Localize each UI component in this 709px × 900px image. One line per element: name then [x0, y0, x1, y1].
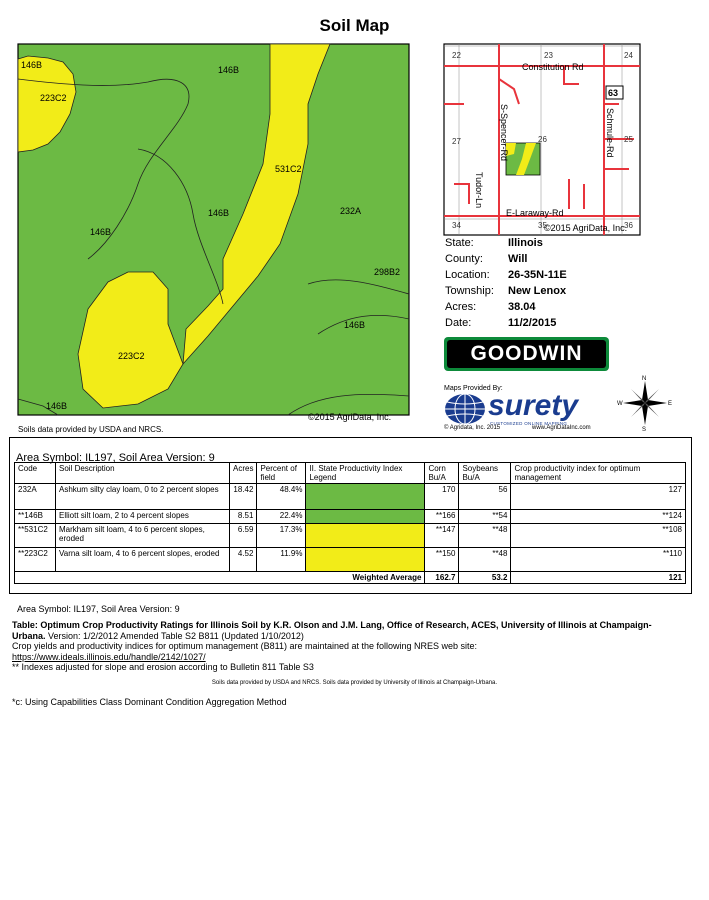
cell-desc: Ashkum silty clay loam, 0 to 2 percent slopes — [56, 484, 230, 510]
notes-line: Crop yields and productivity indices for optimum management (B811) are maintained at the following NRES web site: — [12, 641, 478, 651]
info-row-acres: Acres: 38.04 — [445, 301, 536, 313]
cell-soy: 56 — [459, 484, 511, 510]
section-number: 35 — [538, 221, 547, 230]
road-label: Constitution Rd — [522, 62, 584, 72]
legend-swatch-green — [306, 510, 425, 524]
cell-corn: **150 — [425, 548, 459, 572]
cell-percent: 22.4% — [257, 510, 306, 524]
section-number: 25 — [624, 135, 633, 144]
info-row-location: Location: 26-35N-11E — [445, 269, 567, 281]
section-number: 22 — [452, 51, 461, 60]
cell-corn: **166 — [425, 510, 459, 524]
section-number: 24 — [624, 51, 633, 60]
cell-desc: Elliott silt loam, 2 to 4 percent slopes — [56, 510, 230, 524]
road-label: E-Laraway-Rd — [506, 208, 564, 218]
col-header: Corn Bu/A — [425, 463, 459, 484]
col-header: Soil Description — [56, 463, 230, 484]
table-row — [15, 510, 686, 524]
soil-map[interactable] — [18, 44, 409, 422]
section-number: 27 — [452, 137, 461, 146]
location-map-credit: ©2015 AgriData, Inc. — [544, 223, 628, 233]
weighted-average-label: Weighted Average — [15, 572, 425, 584]
cell-desc: Markham silt loam, 4 to 6 percent slopes, eroded — [56, 524, 230, 548]
compass-n: N — [642, 376, 647, 382]
table-row — [15, 484, 686, 510]
cell-acres: 6.59 — [230, 524, 257, 548]
goodwin-logo: GOODWIN — [444, 337, 609, 371]
soil-label: 232A — [340, 206, 362, 216]
legend-swatch-yellow — [306, 524, 425, 548]
weighted-soy: 53.2 — [459, 572, 511, 584]
aggregation-note: *c: Using Capabilities Class Dominant Condition Aggregation Method — [12, 697, 287, 707]
legend-swatch-green — [306, 484, 425, 510]
map-credit: Soils data provided by USDA and NRCS. — [18, 425, 164, 434]
table-version: Version: 1/2/2012 Amended Table S2 B811 (Updated 1/10/2012) — [45, 630, 304, 641]
cell-percent: 17.3% — [257, 524, 306, 548]
soil-label: 146B — [208, 208, 230, 218]
area-symbol-line-2: Area Symbol: IL197, Soil Area Version: 9 — [17, 604, 180, 614]
col-header: II. State Productivity Index Legend — [306, 463, 425, 484]
cell-index: 127 — [511, 484, 686, 510]
soil-label: 223C2 — [118, 351, 145, 361]
maps-provided-by: Maps Provided By: — [444, 385, 503, 392]
road-label: Schmule-Rd — [605, 108, 615, 158]
cell-soy: **48 — [459, 524, 511, 548]
soil-label: 146B — [46, 401, 68, 411]
cell-percent: 11.9% — [257, 548, 306, 572]
soil-map-graphic — [18, 44, 409, 422]
col-header: Acres — [230, 463, 257, 484]
cell-acres: 18.42 — [230, 484, 257, 510]
section-number: 36 — [624, 221, 633, 230]
cell-corn: 170 — [425, 484, 459, 510]
nres-link[interactable]: https://www.ideals.illinois.edu/handle/2142/1027/ — [12, 651, 206, 662]
table-source-title: Table: Optimum Crop Productivity Ratings for Illinois Soil by K.R. Olson and J.M. Lang, Office of Research, ACES, University of Illinois at Champaign-Urbana. — [12, 620, 652, 641]
col-header: Percent of field — [257, 463, 306, 484]
cell-code: 232A — [15, 484, 56, 510]
info-row-county: County: Will — [445, 253, 528, 265]
soil-map-frame — [18, 44, 409, 415]
col-header: Code — [15, 463, 56, 484]
surety-credit: © Agridata, Inc. 2015 — [444, 425, 501, 431]
compass-e: E — [668, 401, 673, 407]
compass-s: S — [642, 427, 647, 433]
cell-percent: 48.4% — [257, 484, 306, 510]
info-row-date: Date: 11/2/2015 — [445, 317, 557, 329]
location-map[interactable] — [444, 44, 640, 235]
table-row — [15, 524, 686, 548]
road-label: S-Spencer-Rd — [499, 104, 509, 162]
cell-code: **223C2 — [15, 548, 56, 572]
weighted-corn: 162.7 — [425, 572, 459, 584]
soil-label: 298B2 — [374, 267, 401, 277]
col-header: Crop productivity index for optimum management — [511, 463, 686, 484]
area-symbol-line: Area Symbol: IL197, Soil Area Version: 9 — [16, 452, 215, 464]
cell-corn: **147 — [425, 524, 459, 548]
cell-soy: **54 — [459, 510, 511, 524]
soil-map-credit: ©2015 AgriData, Inc. — [308, 412, 392, 422]
cell-soy: **48 — [459, 548, 511, 572]
table-row — [15, 548, 686, 572]
soil-table — [14, 462, 686, 584]
soil-label: 146B — [218, 65, 240, 75]
cell-code: **531C2 — [15, 524, 56, 548]
table-header-row — [15, 463, 686, 484]
compass-w: W — [617, 401, 623, 407]
cell-desc: Varna silt loam, 4 to 6 percent slopes, eroded — [56, 548, 230, 572]
info-row-township: Township: New Lenox — [445, 285, 567, 297]
cell-acres: 8.51 — [230, 510, 257, 524]
weighted-index: 121 — [511, 572, 686, 584]
data-provided-note: Soils data provided by USDA and NRCS. Soils data provided by University of Illinois at Champaign-Urbana. — [211, 680, 498, 686]
road-label: Tudor-Ln — [474, 172, 484, 209]
cell-code: **146B — [15, 510, 56, 524]
surety-logo: surety CUSTOMIZED ONLINE MAPPING — [444, 393, 604, 425]
table-notes — [12, 620, 672, 673]
notes-line: ** Indexes adjusted for slope and erosion according to Bulletin 811 Table S3 — [12, 662, 314, 672]
soil-label: 146B — [90, 227, 112, 237]
info-row-state: State: Illinois — [445, 237, 543, 249]
route-shield: 63 — [608, 88, 619, 98]
section-number: 23 — [544, 51, 553, 60]
page-title: Soil Map — [319, 16, 390, 35]
section-number: 34 — [452, 221, 461, 230]
legend-swatch-yellow — [306, 548, 425, 572]
soil-label: 531C2 — [275, 164, 302, 174]
soil-label: 146B — [344, 320, 366, 330]
cell-acres: 4.52 — [230, 548, 257, 572]
globe-icon — [444, 393, 486, 425]
surety-url: www.AgriDataInc.com — [532, 425, 591, 431]
soil-label: 146B — [21, 60, 43, 70]
cell-index: **124 — [511, 510, 686, 524]
soil-label: 223C2 — [40, 93, 67, 103]
location-map-graphic — [444, 44, 640, 235]
cell-index: **110 — [511, 548, 686, 572]
col-header: Soybeans Bu/A — [459, 463, 511, 484]
section-number: 26 — [538, 135, 547, 144]
weighted-average-row — [15, 572, 686, 584]
compass-icon — [617, 375, 673, 431]
cell-index: **108 — [511, 524, 686, 548]
